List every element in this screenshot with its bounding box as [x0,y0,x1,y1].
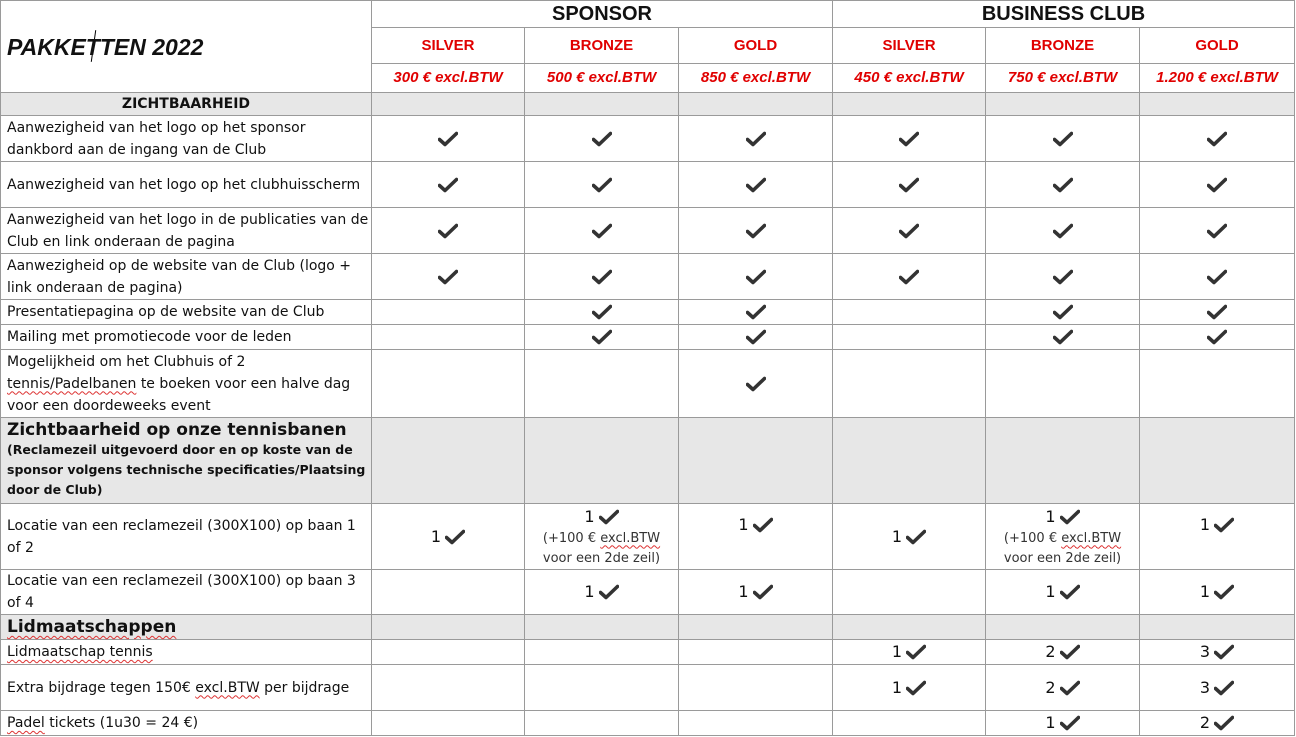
check-icon [1214,644,1234,660]
check-icon [1053,329,1073,345]
row-label: Lidmaatschap tennis [1,640,372,665]
price-business-silver: 450 € excl.BTW [833,64,986,93]
check-icon [1207,223,1227,239]
check-icon [1060,584,1080,600]
check-icon [1207,329,1227,345]
check-icon [753,584,773,600]
check-icon [592,269,612,285]
tier-business-bronze: BRONZE [986,28,1140,64]
check-icon [438,131,458,147]
check-icon [1207,304,1227,320]
check-icon [753,517,773,533]
row-label: Locatie van een reclamezeil (300X100) op baan 1 of 2 [1,504,372,570]
price-sponsor-silver: 300 € excl.BTW [372,64,525,93]
tier-sponsor-bronze: BRONZE [525,28,679,64]
check-icon [1053,304,1073,320]
section-visibility: ZICHTBAARHEID [1,93,372,116]
check-icon [746,223,766,239]
check-icon [899,131,919,147]
price-business-bronze: 750 € excl.BTW [986,64,1140,93]
tier-sponsor-gold: GOLD [679,28,833,64]
tier-business-gold: GOLD [1140,28,1295,64]
check-icon [1060,644,1080,660]
page-title: PAKKETTEN 2022 [1,1,372,93]
check-icon [1207,131,1227,147]
group-header-business-club: BUSINESS CLUB [833,1,1295,28]
row-label: Mailing met promotiecode voor de leden [1,325,372,350]
check-icon [746,376,766,392]
check-icon [1214,715,1234,731]
row-label: Mogelijkheid om het Clubhuis of 2 tennis/Padelbanen te boeken voor een halve dag voor een doordeweeks event [1,350,372,418]
check-icon [906,529,926,545]
check-icon [899,269,919,285]
check-icon [746,177,766,193]
check-icon [1053,177,1073,193]
check-icon [592,304,612,320]
check-icon [1053,223,1073,239]
check-icon [1060,715,1080,731]
row-label: Padel tickets (1u30 = 24 €) [1,711,372,736]
check-icon [592,131,612,147]
tier-business-silver: SILVER [833,28,986,64]
check-icon [445,529,465,545]
price-sponsor-bronze: 500 € excl.BTW [525,64,679,93]
check-icon [599,509,619,525]
tier-sponsor-silver: SILVER [372,28,525,64]
row-label: Aanwezigheid van het logo in de publicaties van de Club en link onderaan de pagina [1,208,372,254]
check-icon [592,223,612,239]
check-icon [906,644,926,660]
check-icon [438,269,458,285]
check-icon [1214,680,1234,696]
check-icon [1060,509,1080,525]
check-icon [1207,177,1227,193]
group-header-sponsor: SPONSOR [372,1,833,28]
check-icon [746,131,766,147]
check-icon [438,223,458,239]
check-icon [599,584,619,600]
check-icon [1060,680,1080,696]
section-memberships: Lidmaatschappen [1,615,372,640]
check-icon [1053,131,1073,147]
section-courts: Zichtbaarheid op onze tennisbanen (Reclamezeil uitgevoerd door en op koste van de sponsor volgens technische specificaties/Plaatsing door de Club) [1,418,372,504]
check-icon [746,269,766,285]
check-icon [1214,584,1234,600]
row-label: Locatie van een reclamezeil (300X100) op baan 3 of 4 [1,570,372,615]
check-icon [592,177,612,193]
check-icon [1207,269,1227,285]
check-icon [906,680,926,696]
check-icon [899,177,919,193]
check-icon [592,329,612,345]
check-icon [746,304,766,320]
row-label: Aanwezigheid op de website van de Club (logo + link onderaan de pagina) [1,254,372,300]
row-label: Extra bijdrage tegen 150€ excl.BTW per bijdrage [1,665,372,711]
check-icon [1214,517,1234,533]
row-label: Aanwezigheid van het logo op het clubhuisscherm [1,162,372,208]
check-icon [899,223,919,239]
price-business-gold: 1.200 € excl.BTW [1140,64,1295,93]
price-sponsor-gold: 850 € excl.BTW [679,64,833,93]
check-icon [438,177,458,193]
row-label: Aanwezigheid van het logo op het sponsor dankbord aan de ingang van de Club [1,116,372,162]
check-icon [1053,269,1073,285]
packages-table: PAKKETTEN 2022 SPONSOR BUSINESS CLUB SILVER BRONZE GOLD SILVER BRONZE GOLD 300 € excl.BTW 500 € excl.BTW 850 € excl.BTW 450 € excl.BTW 750 € excl.BTW 1.200 € excl.BTW ZICHTBAARHEID Aanwezigheid van het logo op het sponsor dankbord aan de ingang van de Club Aanwezigheid van het logo op het clubhuisscherm Aanwezigheid van het logo in de publicaties van de Club en link onderaan de pagina Aanwezigheid op de website van de Club (logo + link onderaan de pagina) Presentatiepagina op de website van de Club Mailing met promotiecode voor de leden Mogelijkheid om het Clubhuis of 2 tennis/Padelbanen te boeken voor een halve dag voor een doordeweeks event Zichtbaarheid op onze tennisbanen (Reclamezeil uitgevoerd door en op koste van de sponsor volgens technische specificaties/Plaatsing door de Club) Locatie van een reclamezeil (300X100) op baan 1 of 2 1 1 (+100 € excl.BTW voor een 2de zeil) 1 1 1 (+100 € excl.BTW voor een 2de zeil) 1 Locatie van een reclamezeil (300X100) op baan 3 of 4 1 1 1 1 Lidmaatschappen Lidmaatschap tennis 1 2 3 Extra bijdrage tegen 150€ excl.BTW per bijdrage 1 2 3 Padel tickets (1u30 = 24 €) 1 2 [0,0,1295,736]
check-icon [746,329,766,345]
row-label: Presentatiepagina op de website van de Club [1,300,372,325]
